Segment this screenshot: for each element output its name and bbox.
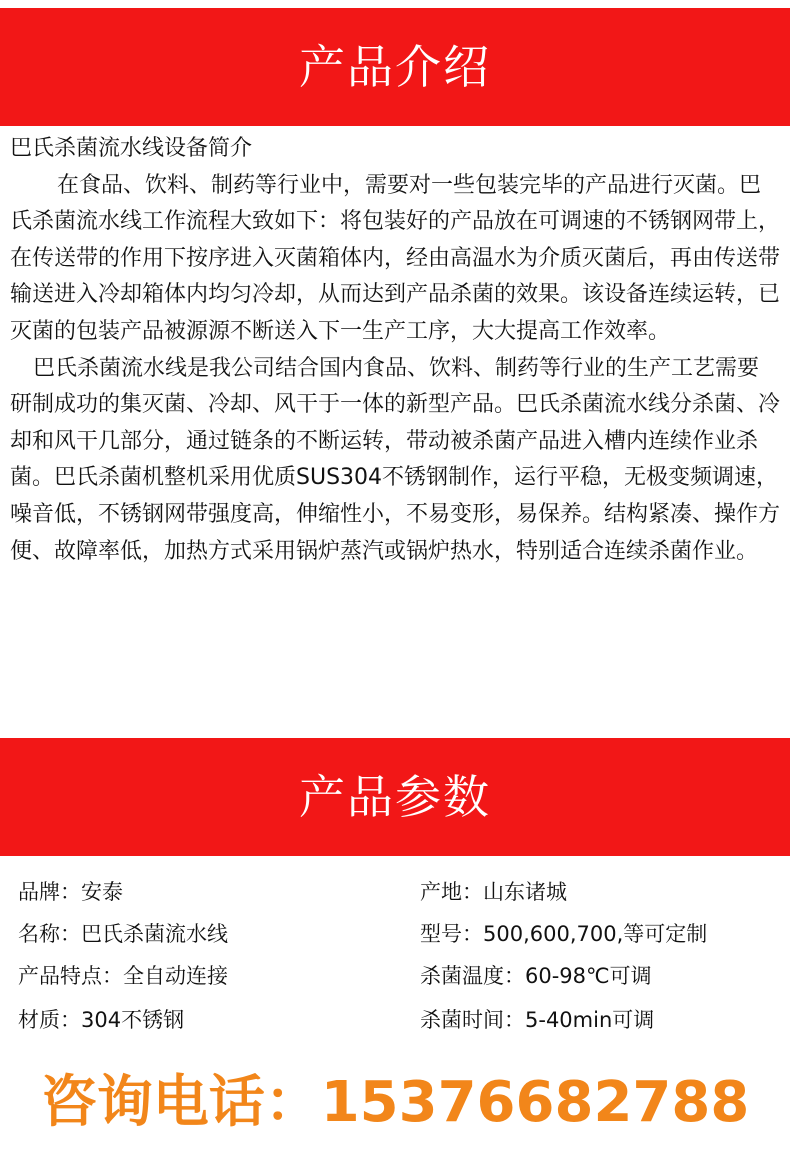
contact-label: 咨询电话： (40, 1070, 321, 1135)
param-value: 巴氏杀菌流水线 (81, 922, 228, 946)
param-model (420, 920, 707, 948)
param-label: 材质： (18, 1008, 81, 1032)
params-banner (0, 738, 790, 856)
param-label: 产品特点： (18, 964, 123, 988)
param-label: 名称： (18, 922, 81, 946)
param-value: 全自动连接 (123, 964, 228, 988)
param-label: 杀菌时间： (420, 1008, 525, 1032)
param-material (18, 1006, 184, 1034)
params-title: 产品参数 (299, 770, 491, 824)
param-name (18, 920, 228, 948)
phone-number: 15376682788 (320, 1070, 750, 1135)
param-label: 杀菌温度： (420, 964, 525, 988)
param-label: 型号： (420, 922, 483, 946)
param-brand (18, 878, 123, 906)
param-value: 60-98℃可调 (525, 964, 652, 988)
intro-heading: 巴氏杀菌流水线设备简介 (10, 136, 253, 161)
param-label: 产地： (420, 880, 483, 904)
intro-text (10, 131, 780, 570)
param-origin (420, 878, 567, 906)
contact-phone (0, 1068, 790, 1138)
intro-title: 产品介绍 (299, 40, 491, 94)
param-feature (18, 962, 228, 990)
param-temperature (420, 962, 652, 990)
param-value: 安泰 (81, 880, 123, 904)
intro-paragraph-1: 在食品、饮料、制药等行业中，需要对一些包装完毕的产品进行灭菌。巴氏杀菌流水线工作流程大致如下：将包装好的产品放在可调速的不锈钢网带上，在传送带的作用下按序进入灭菌箱体内，经由高温水为介质灭菌后，再由传送带输送进入冷却箱体内均匀冷却，从而达到产品杀菌的效果。该设备连续运转，已灭菌的包装产品被源源不断送入下一生产工序，大大提高工作效率。 (10, 172, 781, 344)
intro-banner (0, 8, 790, 126)
param-value: 5-40min可调 (525, 1008, 655, 1032)
param-time (420, 1006, 654, 1034)
intro-paragraph-2: 巴氏杀菌流水线是我公司结合国内食品、饮料、制药等行业的生产工艺需要研制成功的集灭菌、冷却、风干于一体的新型产品。巴氏杀菌流水线分杀菌、冷却和风干几部分，通过链条的不断运转，带动被杀菌产品进入槽内连续作业杀菌。巴氏杀菌机整机采用优质SUS304不锈钢制作，运行平稳，无极变频调速，噪音低，不锈钢网带强度高，伸缩性小，不易变形，易保养。结构紧凑、操作方便、故障率低，加热方式采用锅炉蒸汽或锅炉热水，特别适合连续杀菌作业。 (10, 355, 781, 564)
param-value: 304不锈钢 (81, 1008, 185, 1032)
param-value: 山东诸城 (483, 880, 567, 904)
param-label: 品牌： (18, 880, 81, 904)
param-value: 500,600,700,等可定制 (483, 922, 708, 946)
